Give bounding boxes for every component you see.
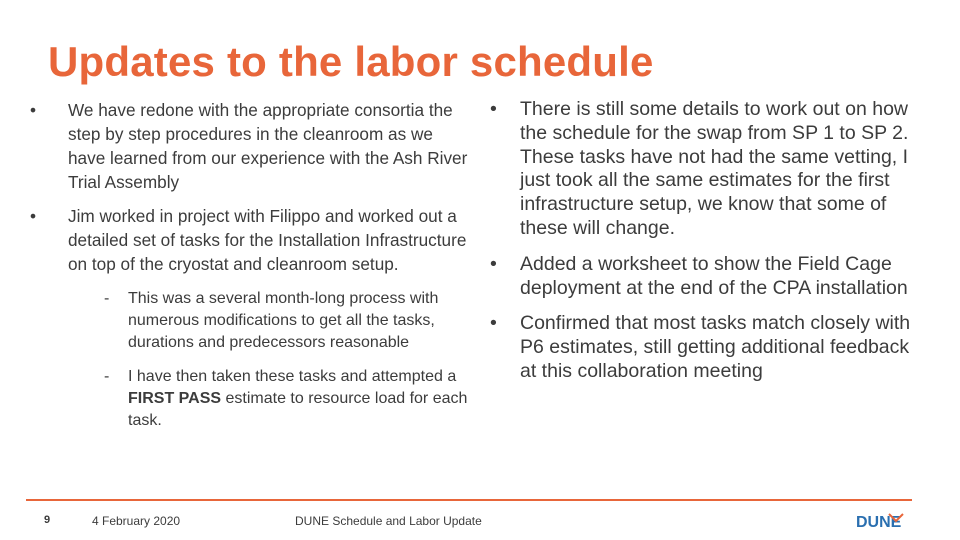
left-column	[30, 98, 470, 444]
sub-bullet-2	[98, 366, 470, 432]
left-bullet-2	[30, 204, 470, 432]
left-bullet-list	[30, 98, 470, 432]
left-bullet-2-text: Jim worked in project with Filippo and worked out a detailed set of tasks for the Installation Infrastructure on top of the cryostat and cleanroom setup.	[68, 206, 467, 274]
footer-divider	[26, 499, 912, 501]
left-bullet-1: • We have redone with the appropriate consortia the step by step procedures in the cleanroom as we have learned from our experience with the Ash River Trial Assembly	[30, 98, 470, 194]
sub-bullet-list	[68, 288, 470, 432]
footer-title: DUNE Schedule and Labor Update	[295, 514, 482, 528]
sub-bullet-2-post: estimate to resource load for each task.	[128, 390, 468, 429]
right-bullet-list	[490, 98, 930, 384]
right-bullet-1: • There is still some details to work out on how the schedule for the swap from SP 1 to SP 2. These tasks have not had the same vetting, I just took all the same estimates for the first infrastructure setup, we know that some of these will change.	[490, 98, 930, 241]
sub-bullet-1: - This was a several month-long process with numerous modifications to get all the tasks, durations and predecessors reasonable	[98, 288, 470, 354]
sub-bullet-2-pre: I have then taken these tasks and attempted a	[128, 368, 457, 385]
dune-logo-text: DUNE	[856, 514, 902, 531]
right-bullet-2: • Added a worksheet to show the Field Cage deployment at the end of the CPA installation	[490, 253, 930, 301]
page-number: 9	[44, 514, 51, 526]
first-pass-emphasis: FIRST PASS	[128, 390, 222, 407]
right-bullet-3: • Confirmed that most tasks match closely with P6 estimates, still getting additional feedback at this collaboration meeting	[490, 312, 930, 383]
slide-title: Updates to the labor schedule	[48, 38, 654, 85]
right-column	[490, 98, 930, 396]
footer-date: 4 February 2020	[92, 514, 181, 528]
dune-logo	[856, 511, 912, 531]
